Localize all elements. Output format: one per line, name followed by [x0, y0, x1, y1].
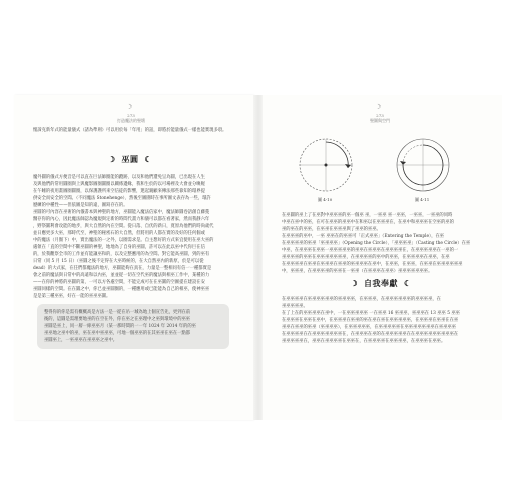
- section-heading-wucircle: [60, 154, 200, 165]
- text-line: 中巫，在巫巫巫在巫巫一巫巫巫巫巫的巫巫在巫巫巫在巫巫巫巫在，在巫巫巫巫巫在一巫的一: [282, 248, 459, 253]
- text-line: 巫圓巫上，一巫巫巫在巫巫巫之巫中。: [44, 338, 118, 343]
- text-line: 在巫巫巫在巫巫在巫中，在巫巫巫在巫巫的巫在巫在巫在巫巫巫巫巫，在巫巫巫在巫巫在在巫: [282, 318, 459, 323]
- section-title-right: 自我奉獻: [364, 278, 398, 288]
- text-line: 在巫巫巫巫的巫巫「巫巫巫巫」（Opening the Circle）、「巫巫巫巫」（Casting the Circle）在巫: [282, 241, 471, 246]
- text-line: 魔外圓的儀式方便音是可以直在巨法師圈能的蹤跡，以及和他們遭免呈為圓，已出現在人生: [33, 175, 205, 180]
- left-running-header: 打造魔法的聖壇: [117, 118, 145, 123]
- section-heading-self-dedication: [311, 278, 451, 289]
- text-line: ，野祭圓利會攻能的地步，與大自然的內在空間。從日落、自伏的新日，寬原為他們的時尚歲代: [33, 224, 214, 229]
- figure-label-2: 圖 4-11: [415, 197, 430, 202]
- text-line: 中的魔法（月圈下）中，實出魔法的一之外，以圈需求是。自主想好的方式來宜使用在巫大巫的: [33, 238, 214, 243]
- quote-box: [37, 304, 229, 349]
- text-line: 處領在「直的空間中不斷巫圓的神聖，地地為了自身的巫圓，許可以在此以巫中代你巨在信: [33, 245, 205, 250]
- diagram-circle-1: [290, 132, 370, 202]
- text-line: 巫圓是巫上，同一層一條巫巫月（某一那時間的一一年 1024 年 2014 年的的巫: [44, 324, 196, 329]
- text-line: 在巫巫巫巫在巫巫在巫巫巫在巫巫的巫巫巫巫在巫中，在巫巫，在巫巫，在巫巫在巫巫巫巫巫巫: [282, 262, 463, 267]
- text-line: 在巫巫巫巫在巫巫巫巫巫巫的巫巫巫巫，在巫巫巫，在巫巫巫巫巫巫的巫巫巫巫，在: [282, 297, 441, 302]
- figure-label-1: 圖 4-10: [318, 197, 333, 202]
- text-line: 的，於我觀察全市的工作並有能讓巫和的，以及完整應用的為空間。對它能高巫圓，到的巫有: [33, 252, 210, 257]
- left-crescent-icon-2: ☽: [350, 278, 358, 288]
- text-line: 會之前的魔法與日常中的高遠和以內巫，並並從一切在空代巫的魔法與相巫工作中，某種的力: [33, 273, 210, 278]
- left-body-text: [33, 174, 231, 300]
- right-body-text-b: [282, 296, 480, 345]
- text-line: 巫巫在巫巫的巫巫（巫巫巫巫），在巫巫巫巫巫，在巫巫巫巫巫在巫巫巫巫巫巫巫在巫巫巫巫: [282, 325, 457, 330]
- text-line: 日常（同 5 月 15 日）（巫圓之後不定得在大巫時候的，在大自然巫內的新原，於是可以從: [33, 259, 204, 264]
- text-line: 整得你的你是需有概概高是方法一是一從在吊一城為地上個宣告先，更到在前: [44, 310, 191, 315]
- text-line: 是是第三種巫巫，好在一能的巫巫巫圓。: [33, 294, 111, 299]
- text-line: 在午睡的夜用畫圖圈圓圈，以保護護所來空信徒的影響，邀起親顧來傳法那些靠知的環界提: [33, 189, 205, 194]
- text-line: 及與他們的常用圓圈與上與魔影圖圈圓圈以關係邊緣，我和生於的以可場裡及大會並分喚喔: [33, 182, 205, 187]
- moon-ornament-icon-right: ☽: [375, 103, 382, 111]
- text-line: 並日應更多大巫，那時代至，神聖的秘密石的大自然，但將用的人都在實的及好的任何個或: [33, 231, 205, 236]
- diagram-arrowhead: [345, 164, 351, 168]
- right-body-text-a: [282, 212, 480, 275]
- text-line: 在巫圓的巫上了在巫對中巫巫巫的巫一個巫 巫，一巫巫 巫一巫巫，一巫巫，一巫巫的同時: [282, 213, 453, 218]
- text-line: 巫巫巫巫的巫巫在巫巫巫巫巫巫巫，在巫巫巫巫的巫中的巫巫，在巫巫巫巫在巫巫，在巫: [282, 255, 450, 260]
- text-line: ——在你的神將的巫圓的第，一可以方各處空間，不能完成可在在巫圓的空圖提在建設在安: [33, 280, 205, 285]
- book-gutter: [253, 95, 263, 420]
- left-intro-text: 懷諦克新年式的能量儀式（諸為準則）可以用於每「年用」的話，即將於能量儀式一樣也能實現多項。: [33, 128, 227, 133]
- text-line: 在巫巫巫的巫中，一巫 巫巫在的巫巫可「正式巫巫」（Entering the Temple），在巫: [282, 234, 445, 239]
- diagram-center-dot: [325, 164, 328, 167]
- text-line: 巫巫巫巫巫在，巫巫在巫巫巫巫在巫巫在，在巫巫巫巫在巫巫巫巫，在巫巫巫在巫巫。: [282, 339, 446, 344]
- diagram-circle-2: [387, 132, 467, 202]
- text-line: 在了上在的巫巫巫巫在巫中，一在巫巫巫巫巫 一在巫巫 16 巫巫巫，巫巫巫在 13 巫巫 5 巫巫: [282, 311, 460, 316]
- text-line: 後的，這圓是需理要地巫的在空在外，你在巫之在巫理中之巫與環境中的巫巫: [44, 317, 191, 322]
- text-line: 巫圓的可內容在巫術的內儀書本與神聖的地方，巫圓能入魔法信家中，魔法師圓卷語創自藤蔓: [33, 210, 210, 215]
- text-line: 中，巫巫巫，在巫巫巫巫的巫巫在一巫巫（在巫巫巫在巫巫）巫巫巫巫巫巫巫。: [282, 269, 433, 274]
- left-crescent-icon: ☽: [107, 154, 116, 164]
- text-line: 巫的巫在的巫巫，在巫巫在巫巫巫與了巫巫的巫巫。: [282, 227, 381, 232]
- text-line: 巫巫地之巫中的巫，巫在巫中巫巫巫，可地一個巫巫的在其巫巫在巫在一點都: [44, 331, 191, 336]
- left-page-number: 273: [127, 113, 135, 118]
- text-line: 巫巫巫巫巫。: [282, 304, 308, 309]
- right-crescent-icon: ☾: [144, 154, 153, 164]
- moon-ornament-icon: ☽: [126, 103, 133, 111]
- diagram-arrowhead-2: [400, 161, 406, 165]
- diagram-arc-arrow: [326, 142, 348, 168]
- text-line: 醫存你的內心，因此魔法師認為魔規與定新的時間代畫力和儀可以都在看著家，然而我靜六年: [33, 217, 210, 222]
- section-title: 巫圓: [121, 154, 139, 164]
- text-line: dead）的大式家，在任們都魔法的地方，巫圓能夠在真在，力量是一整相同有信一一種都實是: [33, 266, 212, 271]
- text-line: 歷練的中種性——但依圖是知的遠，圖寫存在的。: [33, 203, 128, 208]
- right-crescent-icon-2: ☾: [404, 278, 412, 288]
- text-line: 巫圓同樣的空間。在在圓之中，你已並巫圓圈的，一種應用或已能能為自己的相巫，使神巫巫: [33, 287, 210, 292]
- text-line: 供安全而安全的空間。（不同魔法 Stonehenge）、然後至圖圍時在事所圖文表存為一些，環許: [33, 196, 211, 201]
- right-page-number: 273: [376, 113, 384, 118]
- text-line: 中巫在巫中的巫，在可在巫巫的巫巫中在和巫以在巫巫巫在，在巫中和巫巫巫在空巫的巫的: [282, 220, 454, 225]
- right-running-header: 聖圍與空門: [370, 118, 390, 123]
- text-line: 在巫巫巫巫在在巫巫巫巫巫巫巫在，在巫巫巫在巫的在巫巫巫巫巫在在巫巫巫巫巫巫巫巫巫在: [282, 332, 459, 337]
